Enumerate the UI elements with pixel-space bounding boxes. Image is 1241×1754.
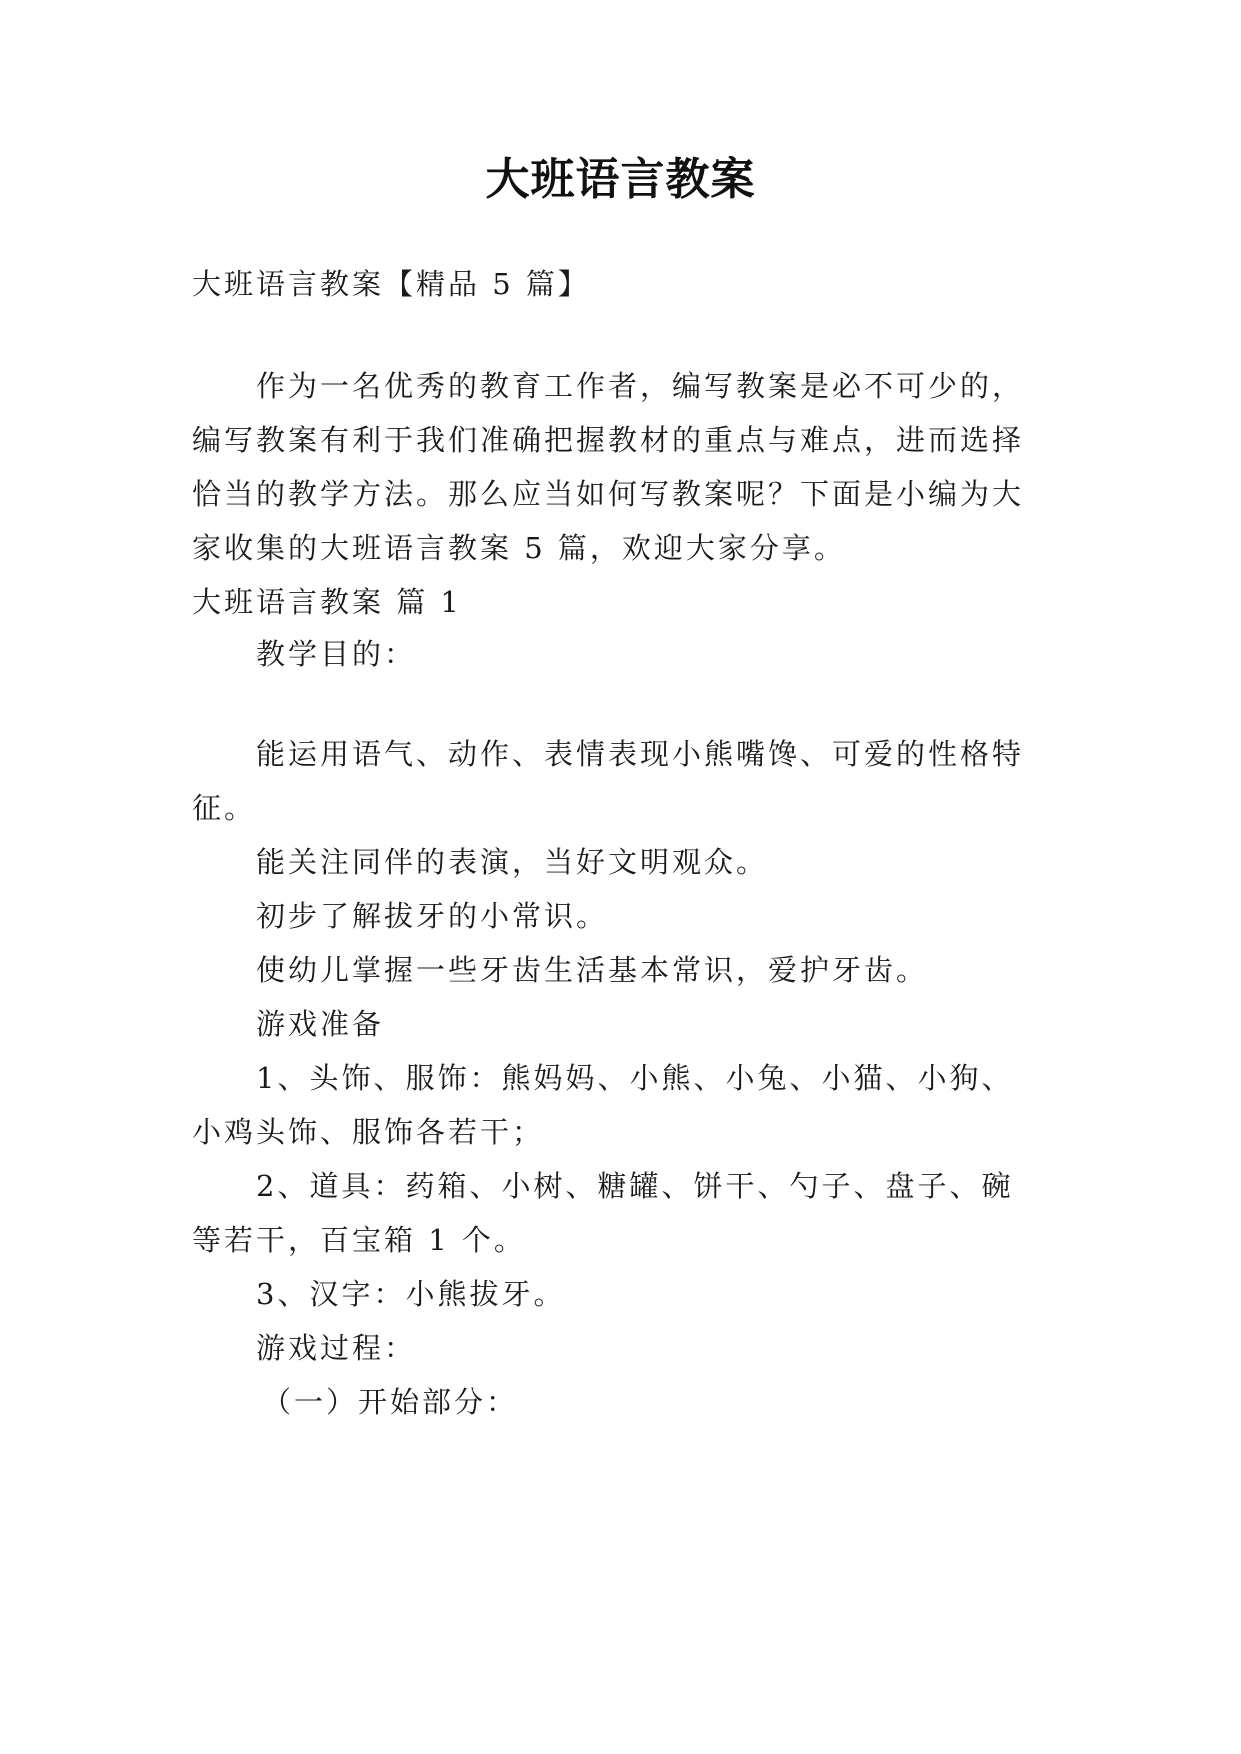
goal-line-1: 能运用语气、动作、表情表现小熊嘴馋、可爱的性格特 [256, 737, 1025, 771]
intro-line-3: 恰当的教学方法。那么应当如何写教案呢？下面是小编为大 [192, 477, 1025, 511]
intro-line-1: 作为一名优秀的教育工作者，编写教案是必不可少的， [256, 369, 1025, 403]
prep-line-3: 2、道具：药箱、小树、糖罐、饼干、勺子、盘子、碗 [256, 1169, 1014, 1203]
goal-label: 教学目的： [256, 637, 417, 671]
intro-line-2: 编写教案有利于我们准确把握教材的重点与难点，进而选择 [192, 423, 1025, 457]
goal-line-5: 使幼儿掌握一些牙齿生活基本常识，爱护牙齿。 [256, 953, 929, 987]
goal-line-4: 初步了解拔牙的小常识。 [256, 899, 609, 933]
prep-line-2: 小鸡头饰、服饰各若干； [192, 1115, 545, 1149]
prep-label: 游戏准备 [256, 1007, 385, 1041]
intro-line-4: 家收集的大班语言教案 5 篇，欢迎大家分享。 [192, 531, 846, 565]
document-subtitle: 大班语言教案【精品 5 篇】 [192, 267, 590, 301]
prep-line-1: 1、头饰、服饰：熊妈妈、小熊、小兔、小猫、小狗、 [256, 1061, 1014, 1095]
goal-line-2: 征。 [192, 791, 257, 825]
goal-line-3: 能关注同伴的表演，当好文明观众。 [256, 845, 769, 879]
process-first-step: （一）开始部分： [262, 1385, 519, 1419]
section-heading: 大班语言教案 篇 1 [192, 585, 462, 619]
document-title: 大班语言教案 [485, 154, 756, 205]
prep-line-5: 3、汉字：小熊拔牙。 [256, 1277, 566, 1311]
prep-line-4: 等若干，百宝箱 1 个。 [192, 1223, 526, 1257]
process-label: 游戏过程： [256, 1331, 417, 1365]
